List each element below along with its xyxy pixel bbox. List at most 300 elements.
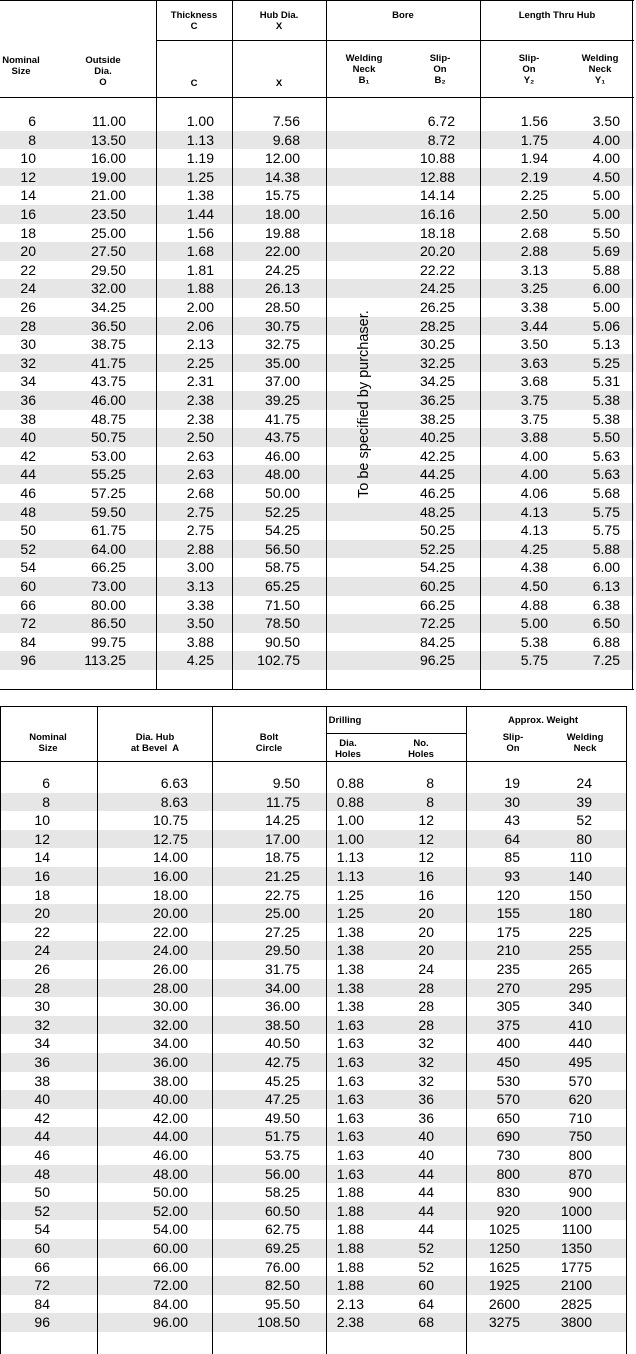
cell-c1: 46.00 [152, 1147, 188, 1163]
cell-size: 50 [34, 1184, 50, 1201]
cell-c1: 66.00 [152, 1258, 188, 1275]
cell-c6: 800 [568, 1147, 592, 1163]
cell-c5: 270 [496, 979, 520, 996]
cell-c2: 58.25 [264, 1184, 300, 1201]
cell-c4: 20 [418, 942, 434, 959]
cell-c6: 710 [568, 1109, 592, 1126]
cell-size: 14 [20, 187, 36, 204]
table-row [0, 1127, 627, 1146]
table-row [0, 1295, 627, 1314]
cell-size: 8 [42, 793, 50, 810]
cell-c5: 3.25 [520, 280, 548, 297]
cell-c3: 1.63 [336, 1072, 364, 1089]
cell-c5: 5.38 [520, 633, 548, 650]
th2-no-holes: No. Holes [408, 738, 434, 760]
cell-size: 96 [34, 1314, 50, 1331]
cell-c3: 39.25 [264, 392, 300, 408]
cell-c3: 7.56 [272, 113, 300, 129]
cell-c1: 48.75 [90, 410, 126, 427]
table-row [0, 614, 634, 633]
cell-c4: 32 [418, 1072, 434, 1089]
cell-c1: 32.00 [152, 1016, 188, 1033]
table-row [0, 1239, 627, 1258]
cell-c4: 46.25 [419, 485, 455, 501]
table-row [0, 1090, 627, 1109]
cell-c4: 10.88 [419, 150, 455, 167]
table-row [0, 830, 627, 849]
cell-c2: 21.25 [264, 868, 300, 884]
cell-c6: 5.38 [592, 392, 620, 408]
cell-c6: 5.68 [592, 485, 620, 501]
cell-c5: 175 [496, 923, 520, 940]
cell-c1: 86.50 [90, 615, 126, 632]
cell-c2: 3.00 [186, 559, 214, 576]
cell-c5: 730 [496, 1147, 520, 1163]
cell-c1: 60.00 [152, 1240, 188, 1256]
cell-c6: 4.00 [592, 150, 620, 167]
cell-size: 6 [42, 775, 50, 791]
cell-c5: 43 [504, 812, 520, 829]
cell-c2: 29.50 [264, 942, 300, 959]
cell-c3: 32.75 [264, 336, 300, 353]
cell-c3: 28.50 [264, 299, 300, 315]
cell-c6: 440 [568, 1035, 592, 1052]
cell-c1: 44.00 [152, 1128, 188, 1145]
cell-c5: 3.75 [520, 410, 548, 427]
cell-c6: 750 [568, 1128, 592, 1145]
cell-c5: 1250 [488, 1240, 520, 1256]
cell-c4: 68 [418, 1314, 434, 1331]
cell-size: 14 [34, 849, 50, 866]
cell-c1: 59.50 [90, 503, 126, 520]
cell-c4: 8.72 [427, 131, 455, 148]
cell-c5: 120 [496, 886, 520, 903]
cell-c3: 54.25 [264, 522, 300, 539]
table-row [0, 577, 634, 596]
table-row [0, 391, 634, 410]
cell-c2: 14.25 [264, 812, 300, 829]
table-row [0, 224, 634, 243]
cell-size: 24 [20, 280, 36, 297]
cell-c5: 5.75 [520, 652, 548, 669]
cell-c5: 3275 [488, 1314, 520, 1331]
th2-w-slip-on: Slip- On [502, 732, 524, 754]
cell-c2: 2.50 [186, 429, 214, 446]
cell-c3: 26.13 [264, 280, 300, 297]
table-row [0, 465, 634, 484]
cell-c2: 2.38 [186, 410, 214, 427]
cell-c3: 1.38 [336, 923, 364, 940]
cell-size: 42 [34, 1109, 50, 1126]
cell-c4: 30.25 [419, 336, 455, 353]
cell-size: 26 [34, 961, 50, 977]
cell-c3: 1.38 [336, 942, 364, 959]
th-outside-dia: Outside Dia. O [85, 55, 121, 88]
cell-c5: 375 [496, 1016, 520, 1033]
cell-c2: 1.13 [186, 131, 214, 148]
cell-size: 46 [20, 485, 36, 501]
cell-c4: 22.22 [419, 261, 455, 278]
cell-c6: 5.63 [592, 447, 620, 464]
cell-c1: 64.00 [90, 540, 126, 557]
cell-c2: 25.00 [264, 905, 300, 922]
cell-c5: 2.68 [520, 224, 548, 241]
table-row [0, 774, 627, 793]
table1-header [0, 0, 634, 98]
table-row [0, 1146, 627, 1165]
table-row [0, 811, 627, 830]
cell-size: 26 [20, 299, 36, 315]
table-row [0, 428, 634, 447]
cell-size: 12 [34, 830, 50, 847]
cell-c1: 73.00 [90, 578, 126, 594]
cell-c5: 1.94 [520, 150, 548, 167]
cell-c5: 3.38 [520, 299, 548, 315]
cell-c4: 28 [418, 998, 434, 1015]
cell-size: 22 [20, 261, 36, 278]
cell-size: 20 [20, 243, 36, 260]
cell-c5: 3.44 [520, 317, 548, 334]
cell-size: 44 [34, 1128, 50, 1145]
cell-c4: 38.25 [419, 410, 455, 427]
cell-c6: 295 [568, 979, 592, 996]
cell-c1: 50.75 [90, 429, 126, 446]
cell-c6: 80 [576, 830, 592, 847]
cell-c2: 1.25 [186, 168, 214, 185]
table-row [0, 1165, 627, 1184]
cell-c3: 22.00 [264, 243, 300, 260]
cell-c6: 6.38 [592, 596, 620, 613]
cell-c4: 60 [418, 1277, 434, 1294]
cell-size: 66 [34, 1258, 50, 1275]
th-bore: Bore [392, 10, 414, 21]
cell-c4: 60.25 [419, 578, 455, 594]
cell-c1: 26.00 [152, 961, 188, 977]
cell-c1: 55.25 [90, 466, 126, 483]
cell-c1: 6.63 [160, 775, 188, 791]
cell-size: 16 [20, 206, 36, 222]
cell-c5: 2.88 [520, 243, 548, 260]
cell-c6: 5.00 [592, 206, 620, 222]
th-bore-welding-neck: Welding Neck B₁ [345, 53, 383, 86]
table-row [0, 335, 634, 354]
table-row [0, 941, 627, 960]
cell-c1: 52.00 [152, 1202, 188, 1219]
cell-size: 32 [34, 1016, 50, 1033]
cell-c1: 36.50 [90, 317, 126, 334]
cell-c3: 1.88 [336, 1184, 364, 1201]
table-row [0, 261, 634, 280]
cell-c6: 5.63 [592, 466, 620, 483]
cell-c3: 35.00 [264, 354, 300, 371]
cell-c2: 108.50 [257, 1314, 300, 1331]
cell-size: 72 [20, 615, 36, 632]
cell-c1: 23.50 [90, 206, 126, 222]
cell-c2: 3.38 [186, 596, 214, 613]
cell-c1: 24.00 [152, 942, 188, 959]
cell-c3: 1.63 [336, 1165, 364, 1182]
cell-c3: 90.50 [264, 633, 300, 650]
cell-c5: 2.50 [520, 206, 548, 222]
table-row [0, 1258, 627, 1277]
table-row [0, 447, 634, 466]
cell-size: 54 [34, 1221, 50, 1238]
cell-c4: 36 [418, 1091, 434, 1108]
cell-c2: 1.68 [186, 243, 214, 260]
table-row [0, 1109, 627, 1128]
cell-c2: 2.00 [186, 299, 214, 315]
cell-c3: 1.38 [336, 961, 364, 977]
cell-c6: 4.00 [592, 131, 620, 148]
cell-c2: 76.00 [264, 1258, 300, 1275]
cell-c3: 1.88 [336, 1258, 364, 1275]
cell-c5: 210 [496, 942, 520, 959]
cell-c4: 16.16 [419, 206, 455, 222]
cell-c6: 24 [576, 775, 592, 791]
cell-size: 60 [20, 578, 36, 594]
cell-c5: 85 [504, 849, 520, 866]
cell-size: 66 [20, 596, 36, 613]
cell-c5: 4.38 [520, 559, 548, 576]
cell-c1: 29.50 [90, 261, 126, 278]
cell-c2: 53.75 [264, 1147, 300, 1163]
cell-c5: 1625 [488, 1258, 520, 1275]
table-row [0, 1016, 627, 1035]
cell-size: 18 [20, 224, 36, 241]
th2-nominal-size: Nominal Size [29, 732, 67, 754]
cell-c2: 1.38 [186, 187, 214, 204]
cell-c3: 1.63 [336, 1147, 364, 1163]
cell-c6: 150 [568, 886, 592, 903]
cell-c3: 50.00 [264, 485, 300, 501]
cell-c5: 4.13 [520, 522, 548, 539]
th-nominal-size: Nominal Size [2, 55, 40, 77]
cell-c3: 24.25 [264, 261, 300, 278]
cell-c3: 71.50 [264, 596, 300, 613]
cell-c3: 1.25 [336, 905, 364, 922]
cell-c5: 305 [496, 998, 520, 1015]
cell-c6: 5.88 [592, 261, 620, 278]
cell-c2: 3.88 [186, 633, 214, 650]
table-row [0, 317, 634, 336]
cell-c5: 3.68 [520, 373, 548, 390]
th-hub-dia: Hub Dia. X [259, 10, 299, 32]
cell-c4: 50.25 [419, 522, 455, 539]
cell-c2: 45.25 [264, 1072, 300, 1089]
cell-c6: 5.50 [592, 224, 620, 241]
cell-c5: 1.75 [520, 131, 548, 148]
cell-c5: 155 [496, 905, 520, 922]
cell-c1: 80.00 [90, 596, 126, 613]
cell-c6: 1000 [560, 1202, 592, 1219]
cell-size: 10 [20, 150, 36, 167]
cell-c3: 58.75 [264, 559, 300, 576]
cell-c4: 52 [418, 1258, 434, 1275]
cell-c5: 2600 [488, 1295, 520, 1312]
table-row [0, 298, 634, 317]
cell-size: 44 [20, 466, 36, 483]
cell-c6: 570 [568, 1072, 592, 1089]
cell-c3: 1.88 [336, 1221, 364, 1238]
cell-size: 96 [20, 652, 36, 669]
cell-c3: 1.63 [336, 1016, 364, 1033]
th-lth-slip-on: Slip- On Y₂ [518, 53, 540, 86]
cell-c3: 2.38 [336, 1314, 364, 1331]
cell-c5: 93 [504, 868, 520, 884]
table-row [0, 651, 634, 670]
cell-c3: 0.88 [336, 775, 364, 791]
cell-c4: 8 [426, 775, 434, 791]
cell-c1: 30.00 [152, 998, 188, 1015]
cell-c1: 72.00 [152, 1277, 188, 1294]
cell-c6: 6.00 [592, 280, 620, 297]
cell-c5: 4.25 [520, 540, 548, 557]
cell-c3: 1.63 [336, 1091, 364, 1108]
table-row [0, 1034, 627, 1053]
cell-size: 20 [34, 905, 50, 922]
cell-c4: 12 [418, 830, 434, 847]
cell-c6: 495 [568, 1054, 592, 1070]
cell-size: 10 [34, 812, 50, 829]
cell-c5: 4.50 [520, 578, 548, 594]
cell-c4: 24.25 [419, 280, 455, 297]
cell-size: 60 [34, 1240, 50, 1256]
cell-c6: 5.75 [592, 522, 620, 539]
cell-c5: 3.75 [520, 392, 548, 408]
cell-c3: 1.00 [336, 830, 364, 847]
cell-c5: 800 [496, 1165, 520, 1182]
cell-c4: 12.88 [419, 168, 455, 185]
cell-c1: 20.00 [152, 905, 188, 922]
cell-c2: 27.25 [264, 923, 300, 940]
cell-c1: 46.00 [90, 392, 126, 408]
cell-c1: 42.00 [152, 1109, 188, 1126]
cell-c5: 19 [504, 775, 520, 791]
th2-dia-hub: Dia. Hub at Bevel A [130, 732, 180, 754]
cell-c6: 110 [569, 849, 592, 866]
cell-c5: 450 [496, 1054, 520, 1070]
cell-c2: 62.75 [264, 1221, 300, 1238]
cell-c2: 17.00 [264, 830, 300, 847]
table-row [0, 886, 627, 905]
table-row [0, 112, 634, 131]
th-bore-slip-on: Slip- On B₂ [429, 53, 451, 86]
cell-c5: 235 [496, 961, 520, 977]
table-row [0, 540, 634, 559]
cell-size: 46 [34, 1147, 50, 1163]
cell-c6: 6.50 [592, 615, 620, 632]
table-row [0, 1183, 627, 1202]
cell-c6: 5.13 [592, 336, 620, 353]
cell-size: 36 [34, 1054, 50, 1070]
cell-c3: 1.63 [336, 1128, 364, 1145]
cell-c4: 28 [418, 1016, 434, 1033]
cell-c5: 830 [496, 1184, 520, 1201]
cell-c6: 5.75 [592, 503, 620, 520]
cell-c1: 34.25 [90, 299, 126, 315]
cell-c1: 53.00 [90, 447, 126, 464]
table-row [0, 149, 634, 168]
cell-c6: 5.25 [592, 354, 620, 371]
cell-c3: 46.00 [264, 447, 300, 464]
cell-c4: 44 [418, 1221, 434, 1238]
cell-c1: 54.00 [152, 1221, 188, 1238]
cell-size: 18 [34, 886, 50, 903]
cell-c1: 8.63 [160, 793, 188, 810]
cell-c5: 400 [496, 1035, 520, 1052]
cell-c5: 1.56 [520, 113, 548, 129]
cell-c2: 22.75 [264, 886, 300, 903]
cell-c2: 2.38 [186, 392, 214, 408]
cell-c1: 48.00 [152, 1165, 188, 1182]
th-thickness: Thickness C [170, 10, 218, 32]
table-row [0, 848, 627, 867]
cell-size: 50 [20, 522, 36, 539]
cell-c6: 870 [568, 1165, 592, 1182]
cell-c4: 32 [418, 1054, 434, 1070]
cell-c6: 620 [568, 1091, 592, 1108]
cell-c3: 78.50 [264, 615, 300, 632]
cell-size: 48 [20, 503, 36, 520]
cell-c4: 52.25 [419, 540, 455, 557]
cell-c3: 52.25 [264, 503, 300, 520]
cell-c5: 4.00 [520, 447, 548, 464]
cell-c3: 41.75 [264, 410, 300, 427]
cell-c2: 38.50 [264, 1016, 300, 1033]
cell-c3: 14.38 [264, 168, 300, 185]
bore-vertical-note: To be specified by purchaser. [356, 310, 372, 498]
cell-c4: 42.25 [419, 447, 455, 464]
cell-c6: 6.88 [592, 633, 620, 650]
table-row [0, 410, 634, 429]
cell-c2: 3.50 [186, 615, 214, 632]
cell-c1: 66.25 [90, 559, 126, 576]
cell-c5: 3.50 [520, 336, 548, 353]
cell-size: 48 [34, 1165, 50, 1182]
cell-c5: 5.00 [520, 615, 548, 632]
cell-c6: 6.00 [592, 559, 620, 576]
cell-c4: 12 [418, 812, 434, 829]
cell-c6: 1775 [560, 1258, 592, 1275]
cell-size: 30 [34, 998, 50, 1015]
cell-c3: 43.75 [264, 429, 300, 446]
cell-size: 52 [20, 540, 36, 557]
cell-c2: 95.50 [264, 1295, 300, 1312]
cell-c2: 18.75 [264, 849, 300, 866]
cell-c2: 1.81 [186, 261, 214, 278]
cell-size: 24 [34, 942, 50, 959]
table-row [0, 979, 627, 998]
th2-dia-holes: Dia. Holes [335, 738, 361, 760]
cell-size: 72 [34, 1277, 50, 1294]
cell-c4: 64 [418, 1295, 434, 1312]
cell-c4: 44 [418, 1184, 434, 1201]
cell-c3: 1.63 [336, 1109, 364, 1126]
cell-c3: 1.13 [336, 849, 364, 866]
cell-c3: 1.88 [336, 1202, 364, 1219]
cell-c6: 2100 [560, 1277, 592, 1294]
cell-c5: 3.88 [520, 429, 548, 446]
cell-c6: 225 [568, 923, 592, 940]
cell-c6: 5.00 [592, 187, 620, 204]
cell-c6: 5.88 [592, 540, 620, 557]
cell-c5: 530 [496, 1072, 520, 1089]
cell-c2: 1.88 [186, 280, 214, 297]
cell-c2: 2.75 [186, 503, 214, 520]
cell-c4: 44 [418, 1165, 434, 1182]
cell-c5: 3.63 [520, 354, 548, 371]
cell-c2: 1.19 [186, 150, 214, 167]
